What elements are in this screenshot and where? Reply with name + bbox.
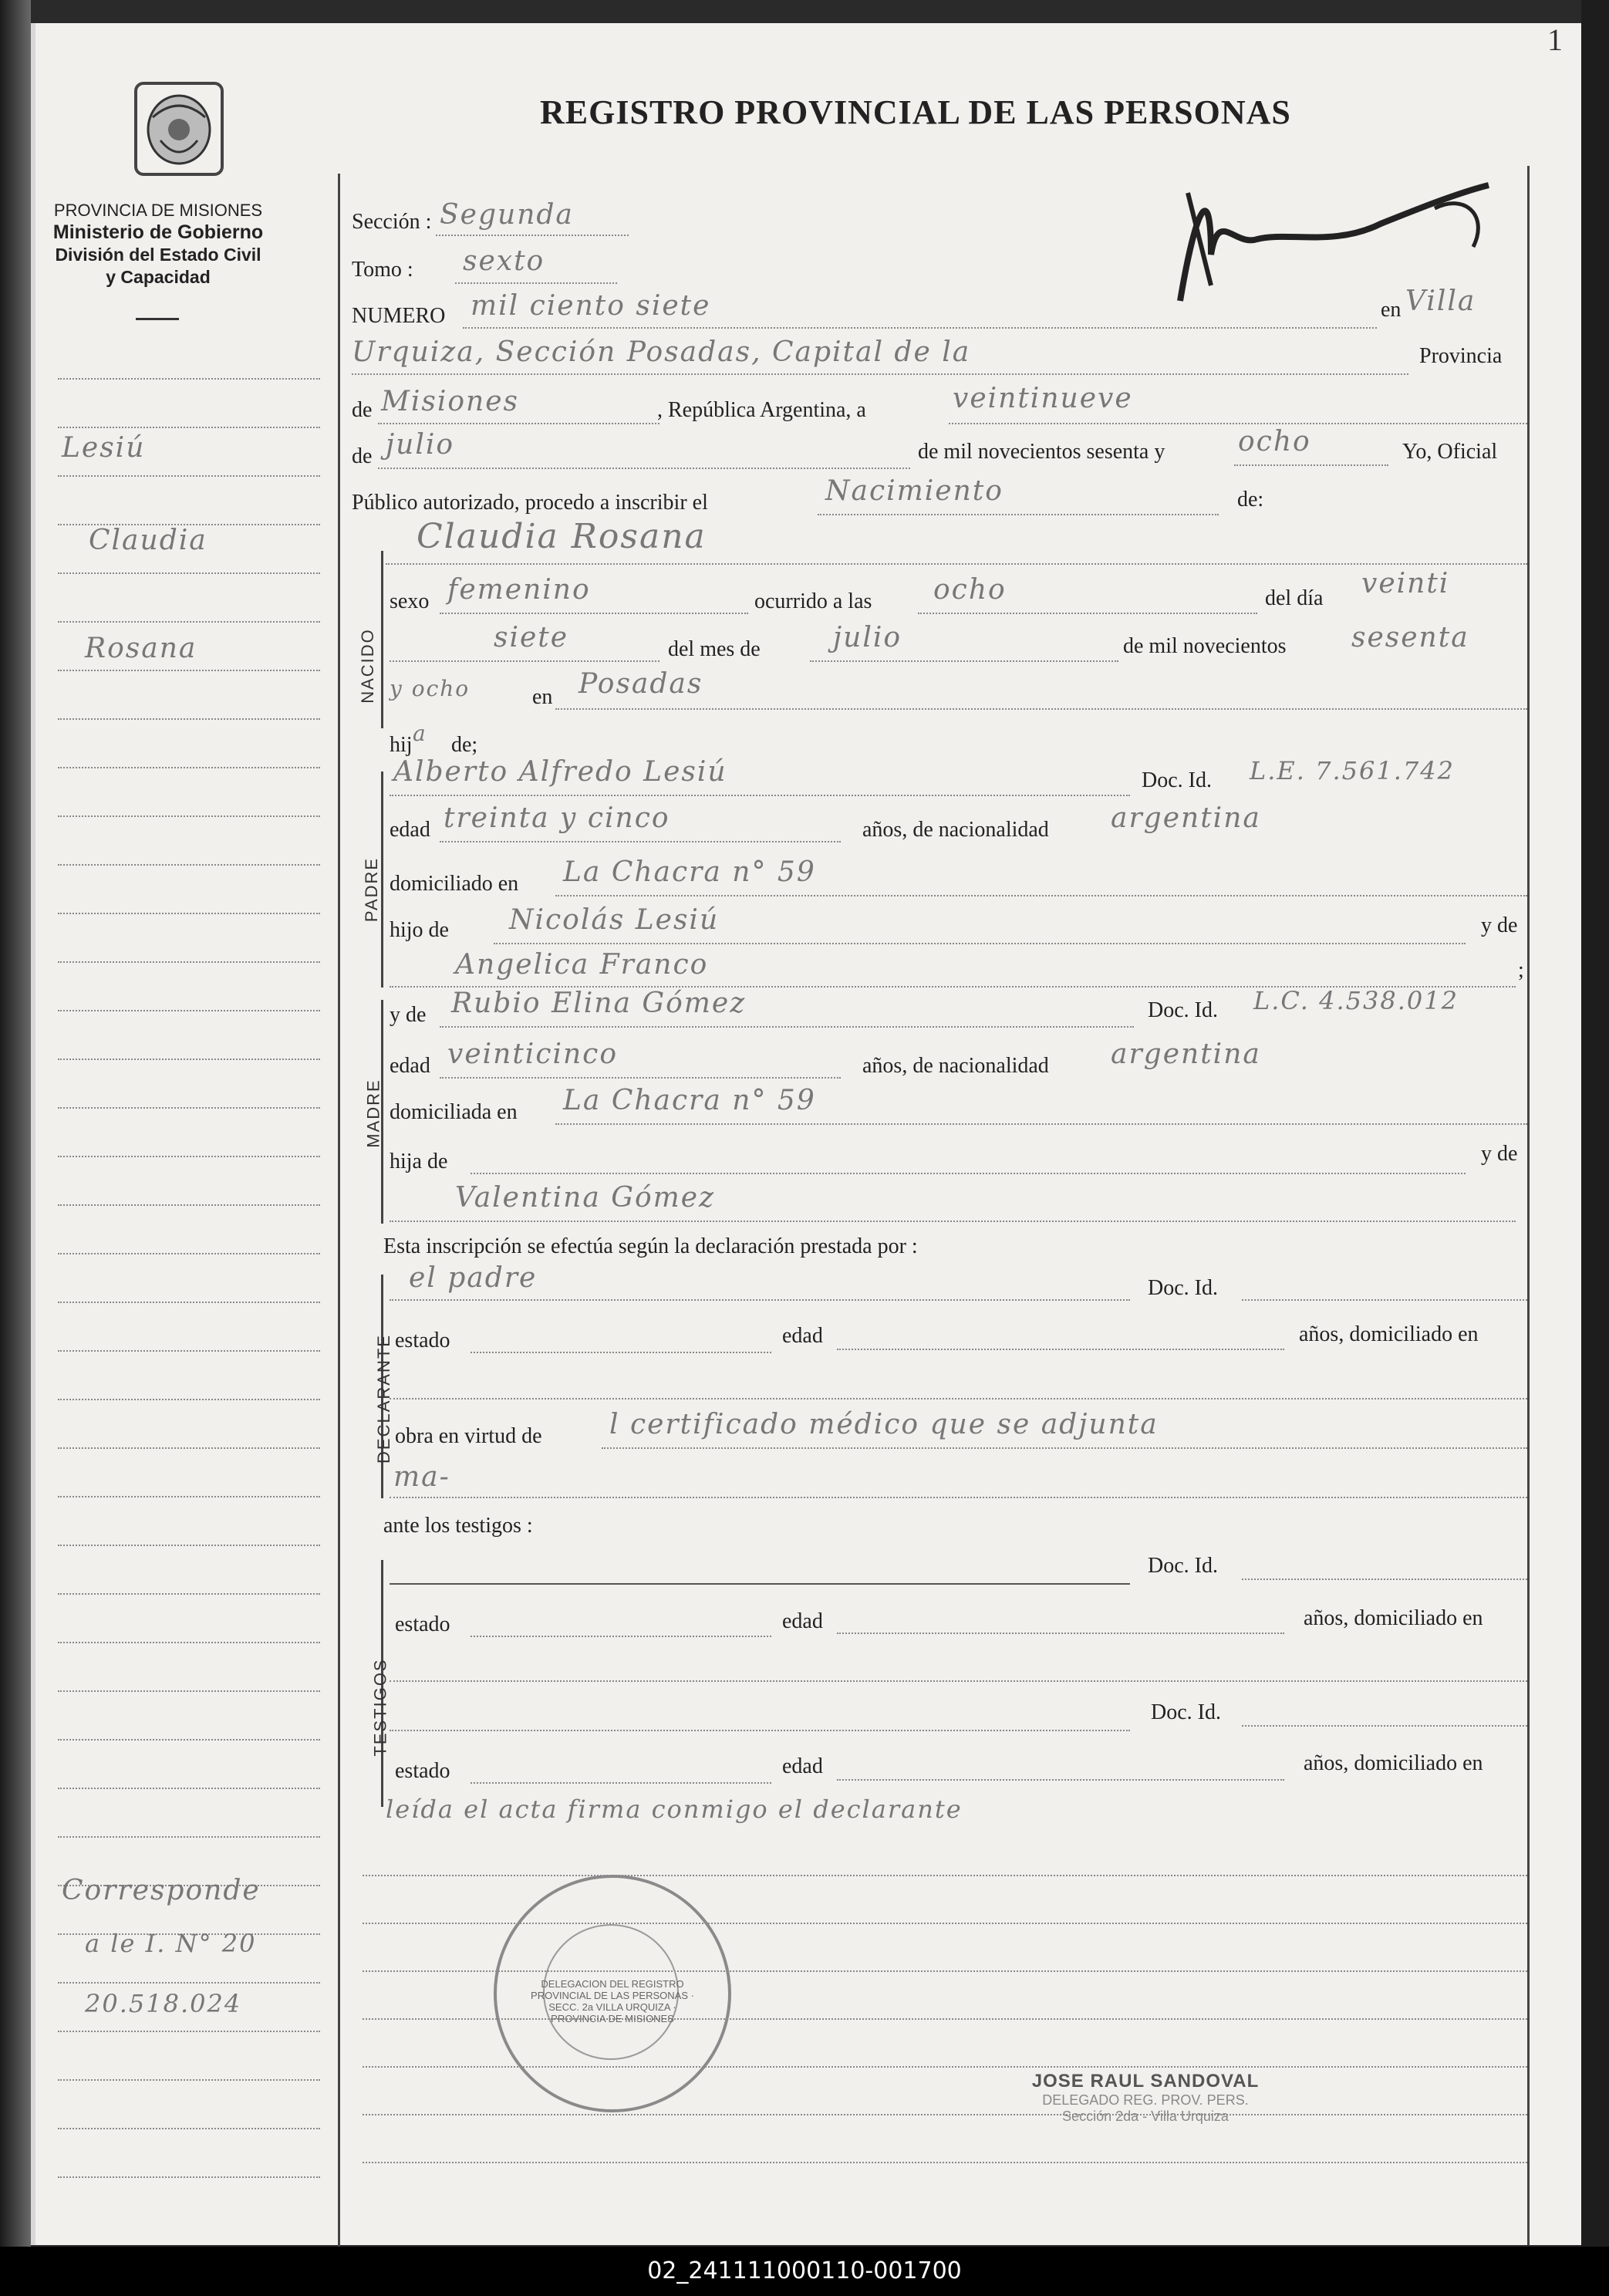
- sexo-value: femenino: [447, 574, 591, 606]
- padre-dom-line: [555, 895, 1527, 896]
- hij-suffix-value: a: [413, 721, 427, 746]
- margin-line: [58, 864, 320, 866]
- page-edge: [1581, 0, 1609, 2296]
- hij-label: hij: [390, 733, 413, 757]
- anio-value: ocho: [1238, 426, 1311, 458]
- padre-semicolon: ;: [1518, 958, 1524, 982]
- tomo-label: Tomo :: [352, 258, 413, 282]
- madre-padre-line: [471, 1173, 1466, 1174]
- margin-line: [58, 1593, 320, 1595]
- mes-value: julio: [386, 429, 455, 461]
- margin-name1: Claudia: [89, 525, 207, 556]
- coat-of-arms-icon: [130, 79, 228, 179]
- declarante-anos-label: años, domiciliado en: [1299, 1322, 1479, 1346]
- nombre-value: Claudia Rosana: [417, 517, 707, 556]
- madre-hija-de-label: hija de: [390, 1150, 448, 1173]
- mil-nov-label: de mil novecientos sesenta y: [918, 440, 1165, 464]
- leido-value: leída el acta firma conmigo el declarante: [386, 1795, 963, 1824]
- testigo1-line: [390, 1583, 1130, 1585]
- anio-nac2-value: y ocho: [390, 676, 471, 701]
- declaracion-label: Esta inscripción se efectúa según la declaración prestada por :: [383, 1234, 918, 1258]
- madre-nombre-value: Rubio Elina Gómez: [451, 988, 747, 1019]
- margin-rule: [338, 174, 340, 2257]
- numero-line: [463, 327, 1377, 329]
- testigos-label: ante los testigos :: [383, 1514, 533, 1538]
- padre-doc-label: Doc. Id.: [1142, 768, 1212, 792]
- madre-line: [440, 1026, 1134, 1028]
- margin-surname: Lesiú: [62, 432, 146, 464]
- margin-line: [58, 621, 320, 623]
- dia-value: veintinueve: [953, 383, 1133, 414]
- provincia-line: [378, 423, 659, 424]
- obra2-line: [390, 1497, 1527, 1498]
- declarante-edad-label: edad: [782, 1324, 823, 1348]
- nacido-bracket: [381, 551, 383, 728]
- margin-line: [58, 1788, 320, 1789]
- page-title: REGISTRO PROVINCIAL DE LAS PERSONAS: [540, 93, 1291, 131]
- page-number: 1: [1547, 22, 1563, 57]
- margin-line: [58, 1302, 320, 1303]
- lugar-line: [555, 708, 1527, 710]
- padre-nombre-value: Alberto Alfredo Lesiú: [393, 756, 727, 788]
- right-rule: [1527, 166, 1530, 2245]
- seccion-line: [436, 235, 629, 236]
- margin-note3: 20.518.024: [85, 1989, 242, 2018]
- tomo-value: sexto: [463, 245, 545, 277]
- margin-line: [58, 913, 320, 914]
- testigos-section-label: TESTIGOS: [370, 1658, 390, 1757]
- margin-line: [58, 1496, 320, 1497]
- en-value: Villa: [1405, 285, 1476, 317]
- ocurrido-label: ocurrido a las: [754, 589, 872, 613]
- localidad-value: Urquiza, Sección Posadas, Capital de la: [352, 336, 971, 368]
- testigo1-estado-label: estado: [395, 1612, 450, 1636]
- numero-value: mil ciento siete: [471, 290, 711, 322]
- margin-line: [58, 1690, 320, 1692]
- hora-line: [918, 613, 1257, 614]
- margin-line: [58, 1836, 320, 1838]
- padre-hijo-de-label: hijo de: [390, 918, 449, 942]
- padre-edad-line: [440, 841, 841, 842]
- madre-dom-label: domiciliada en: [390, 1100, 518, 1124]
- margin-line: [58, 670, 320, 671]
- dia-nac2-line: [390, 660, 659, 662]
- official-title: DELEGADO REG. PROV. PERS.: [1042, 2092, 1249, 2108]
- margin-line: [58, 572, 320, 574]
- issuer-header: [31, 199, 285, 289]
- testigo2-line: [390, 1730, 1130, 1731]
- margin-line: [58, 1447, 320, 1449]
- provincia-value: Misiones: [381, 386, 520, 417]
- margin-line: [58, 1010, 320, 1011]
- madre-nac-label: años, de nacionalidad: [862, 1054, 1049, 1078]
- declarante-section-label: DECLARANTE: [373, 1334, 393, 1464]
- testigo2-estado-label: estado: [395, 1759, 450, 1783]
- ministry-label: Ministerio de Gobierno: [52, 221, 264, 243]
- testigo2-doc-label: Doc. Id.: [1151, 1700, 1221, 1724]
- official-name: JOSE RAUL SANDOVAL: [1031, 2071, 1260, 2092]
- del-dia-label: del día: [1265, 586, 1324, 610]
- testigo1-anos-label: años, domiciliado en: [1304, 1606, 1483, 1630]
- publico-label: Público autorizado, procedo a inscribir el: [352, 491, 708, 515]
- madre-edad-value: veinticinco: [447, 1038, 619, 1070]
- mes-nac-value: julio: [833, 622, 902, 653]
- padre-padre-line: [494, 943, 1466, 944]
- padre-padre-value: Nicolás Lesiú: [509, 904, 720, 936]
- testigo1-doc-line: [1242, 1578, 1527, 1580]
- localidad-line: [352, 373, 1408, 375]
- padre-dom-label: domiciliado en: [390, 872, 519, 896]
- madre-doc-label: Doc. Id.: [1148, 998, 1218, 1022]
- obra-line: [602, 1447, 1527, 1449]
- margin-line: [58, 815, 320, 817]
- margin-line: [58, 2079, 320, 2081]
- image-id-label: 02_241111000110-001700: [647, 2257, 962, 2284]
- official-block: [1018, 2071, 1273, 2125]
- obra-value: l certificado médico que se adjunta: [609, 1409, 1159, 1440]
- declarante-value: el padre: [409, 1262, 538, 1294]
- declarante-estado-label: estado: [395, 1329, 450, 1352]
- ruled-line: [363, 1875, 1527, 1876]
- madre-edad-line: [440, 1077, 841, 1079]
- numero-label: NUMERO: [352, 304, 446, 328]
- province-label: PROVINCIA DE MISIONES: [53, 201, 263, 220]
- testigo1-doc-label: Doc. Id.: [1148, 1554, 1218, 1578]
- testigo1-estado-line: [471, 1636, 771, 1637]
- testigo2-anos-label: años, domiciliado en: [1304, 1751, 1483, 1775]
- declarante-dom-line: [390, 1398, 1527, 1400]
- margin-line: [58, 1982, 320, 1984]
- footer-bar: [0, 2247, 1609, 2296]
- declarante-estado-line: [471, 1352, 771, 1353]
- padre-section-label: PADRE: [362, 856, 382, 923]
- sexo-label: sexo: [390, 589, 430, 613]
- lugar-value: Posadas: [578, 668, 703, 700]
- nacido-section-label: NACIDO: [357, 628, 377, 704]
- declarante-doc-label: Doc. Id.: [1148, 1276, 1218, 1300]
- ruled-line: [363, 2114, 1527, 2115]
- en-label: en: [1381, 298, 1402, 322]
- margin-line: [58, 2176, 320, 2178]
- de-mil-nov-label: de mil novecientos: [1123, 634, 1287, 658]
- obra2-value: ma-: [393, 1461, 450, 1493]
- padre-dom-value: La Chacra n° 59: [563, 856, 816, 888]
- margin-line: [58, 1156, 320, 1157]
- division-label: División del Estado Civil: [55, 245, 261, 265]
- testigo2-edad-line: [837, 1779, 1284, 1781]
- declarante-line: [390, 1299, 1130, 1301]
- testigo2-edad-label: edad: [782, 1754, 823, 1778]
- testigo1-edad-line: [837, 1633, 1284, 1634]
- dia-nac2-value: siete: [494, 622, 569, 653]
- margin-line: [58, 1253, 320, 1254]
- obra-label: obra en virtud de: [395, 1424, 542, 1448]
- padre-line: [390, 795, 1130, 796]
- seccion-label: Sección :: [352, 210, 432, 234]
- padre-nac-label: años, de nacionalidad: [862, 818, 1049, 842]
- acto-line: [818, 514, 1219, 515]
- mes-nac-line: [810, 660, 1118, 662]
- binding-shadow: [0, 0, 31, 2296]
- padre-y-de-label: y de: [1481, 913, 1518, 937]
- madre-madre-value: Valentina Gómez: [455, 1182, 716, 1214]
- madre-madre-line: [390, 1221, 1516, 1222]
- madre-doc-value: L.C. 4.538.012: [1253, 986, 1459, 1015]
- madre-edad-label: edad: [390, 1054, 430, 1078]
- margin-line: [58, 2031, 320, 2032]
- declarante-edad-line: [837, 1349, 1284, 1350]
- provincia-label: Provincia: [1419, 344, 1503, 368]
- testigo1-edad-label: edad: [782, 1609, 823, 1633]
- margin-line: [58, 718, 320, 720]
- margin-line: [58, 2128, 320, 2129]
- official-stamp: [494, 1875, 731, 2112]
- stamp-text: DELEGACION DEL REGISTRO PROVINCIAL DE LAS PERSONAS · SECC. 2a VILLA URQUIZA · PROVINCIA DE MISIONES: [531, 1978, 694, 2024]
- official-place: Sección 2da - Villa Urquiza: [1062, 2109, 1229, 2124]
- madre-y-de-label: y de: [390, 1003, 427, 1027]
- ruled-line: [363, 2162, 1527, 2163]
- madre-y-de2-label: y de: [1481, 1142, 1518, 1166]
- testigo2-estado-line: [471, 1782, 771, 1784]
- madre-dom-value: La Chacra n° 59: [563, 1085, 816, 1116]
- margin-note1: Corresponde: [62, 1875, 261, 1906]
- margin-line: [58, 1399, 320, 1400]
- madre-dom-line: [555, 1123, 1527, 1125]
- en-nac-label: en: [532, 685, 553, 709]
- margin-line: [58, 378, 320, 380]
- acto-value: Nacimiento: [825, 475, 1004, 507]
- margin-line: [58, 475, 320, 477]
- madre-section-label: MADRE: [363, 1079, 383, 1148]
- de-label: de: [352, 398, 373, 422]
- margin-line: [58, 767, 320, 768]
- seccion-value: Segunda: [440, 199, 574, 231]
- nombre-line: [386, 563, 1527, 565]
- mes-line: [378, 468, 910, 469]
- margin-line: [58, 1642, 320, 1643]
- de-colon-label: de:: [1237, 488, 1264, 512]
- padre-nac-value: argentina: [1111, 802, 1261, 834]
- margin-line: [58, 1059, 320, 1060]
- sexo-line: [440, 613, 748, 614]
- margin-line: [58, 1545, 320, 1546]
- margin-line: [58, 1739, 320, 1741]
- yo-oficial-label: Yo, Oficial: [1402, 440, 1498, 464]
- dia-nac-value: veinti: [1361, 568, 1450, 599]
- padre-edad-label: edad: [390, 818, 430, 842]
- margin-line: [58, 961, 320, 963]
- hora-value: ocho: [933, 574, 1007, 606]
- anio-nac-value: sesenta: [1351, 622, 1469, 653]
- declarante-doc-line: [1242, 1299, 1527, 1301]
- madre-nac-value: argentina: [1111, 1038, 1261, 1070]
- del-mes-label: del mes de: [668, 637, 761, 661]
- margin-line: [58, 1204, 320, 1206]
- testigo1-dom-line: [390, 1680, 1527, 1682]
- divider: [136, 318, 179, 320]
- margin-line: [58, 1350, 320, 1352]
- republica-label: , República Argentina, a: [657, 398, 866, 422]
- padre-madre-value: Angelica Franco: [455, 949, 709, 981]
- padre-edad-value: treinta y cinco: [444, 802, 670, 834]
- margin-note2: a le I. N° 20: [85, 1929, 257, 1958]
- testigo2-doc-line: [1242, 1725, 1527, 1727]
- anio-line: [1234, 464, 1388, 466]
- de-mes-label: de: [352, 444, 373, 468]
- margin-line: [58, 427, 320, 428]
- capacity-label: y Capacidad: [106, 267, 211, 287]
- margin-name2: Rosana: [85, 633, 197, 664]
- padre-doc-value: L.E. 7.561.742: [1250, 756, 1455, 785]
- dia-line: [949, 423, 1527, 424]
- tomo-line: [455, 282, 617, 284]
- de-semi-label: de;: [451, 733, 478, 757]
- margin-line: [58, 1107, 320, 1109]
